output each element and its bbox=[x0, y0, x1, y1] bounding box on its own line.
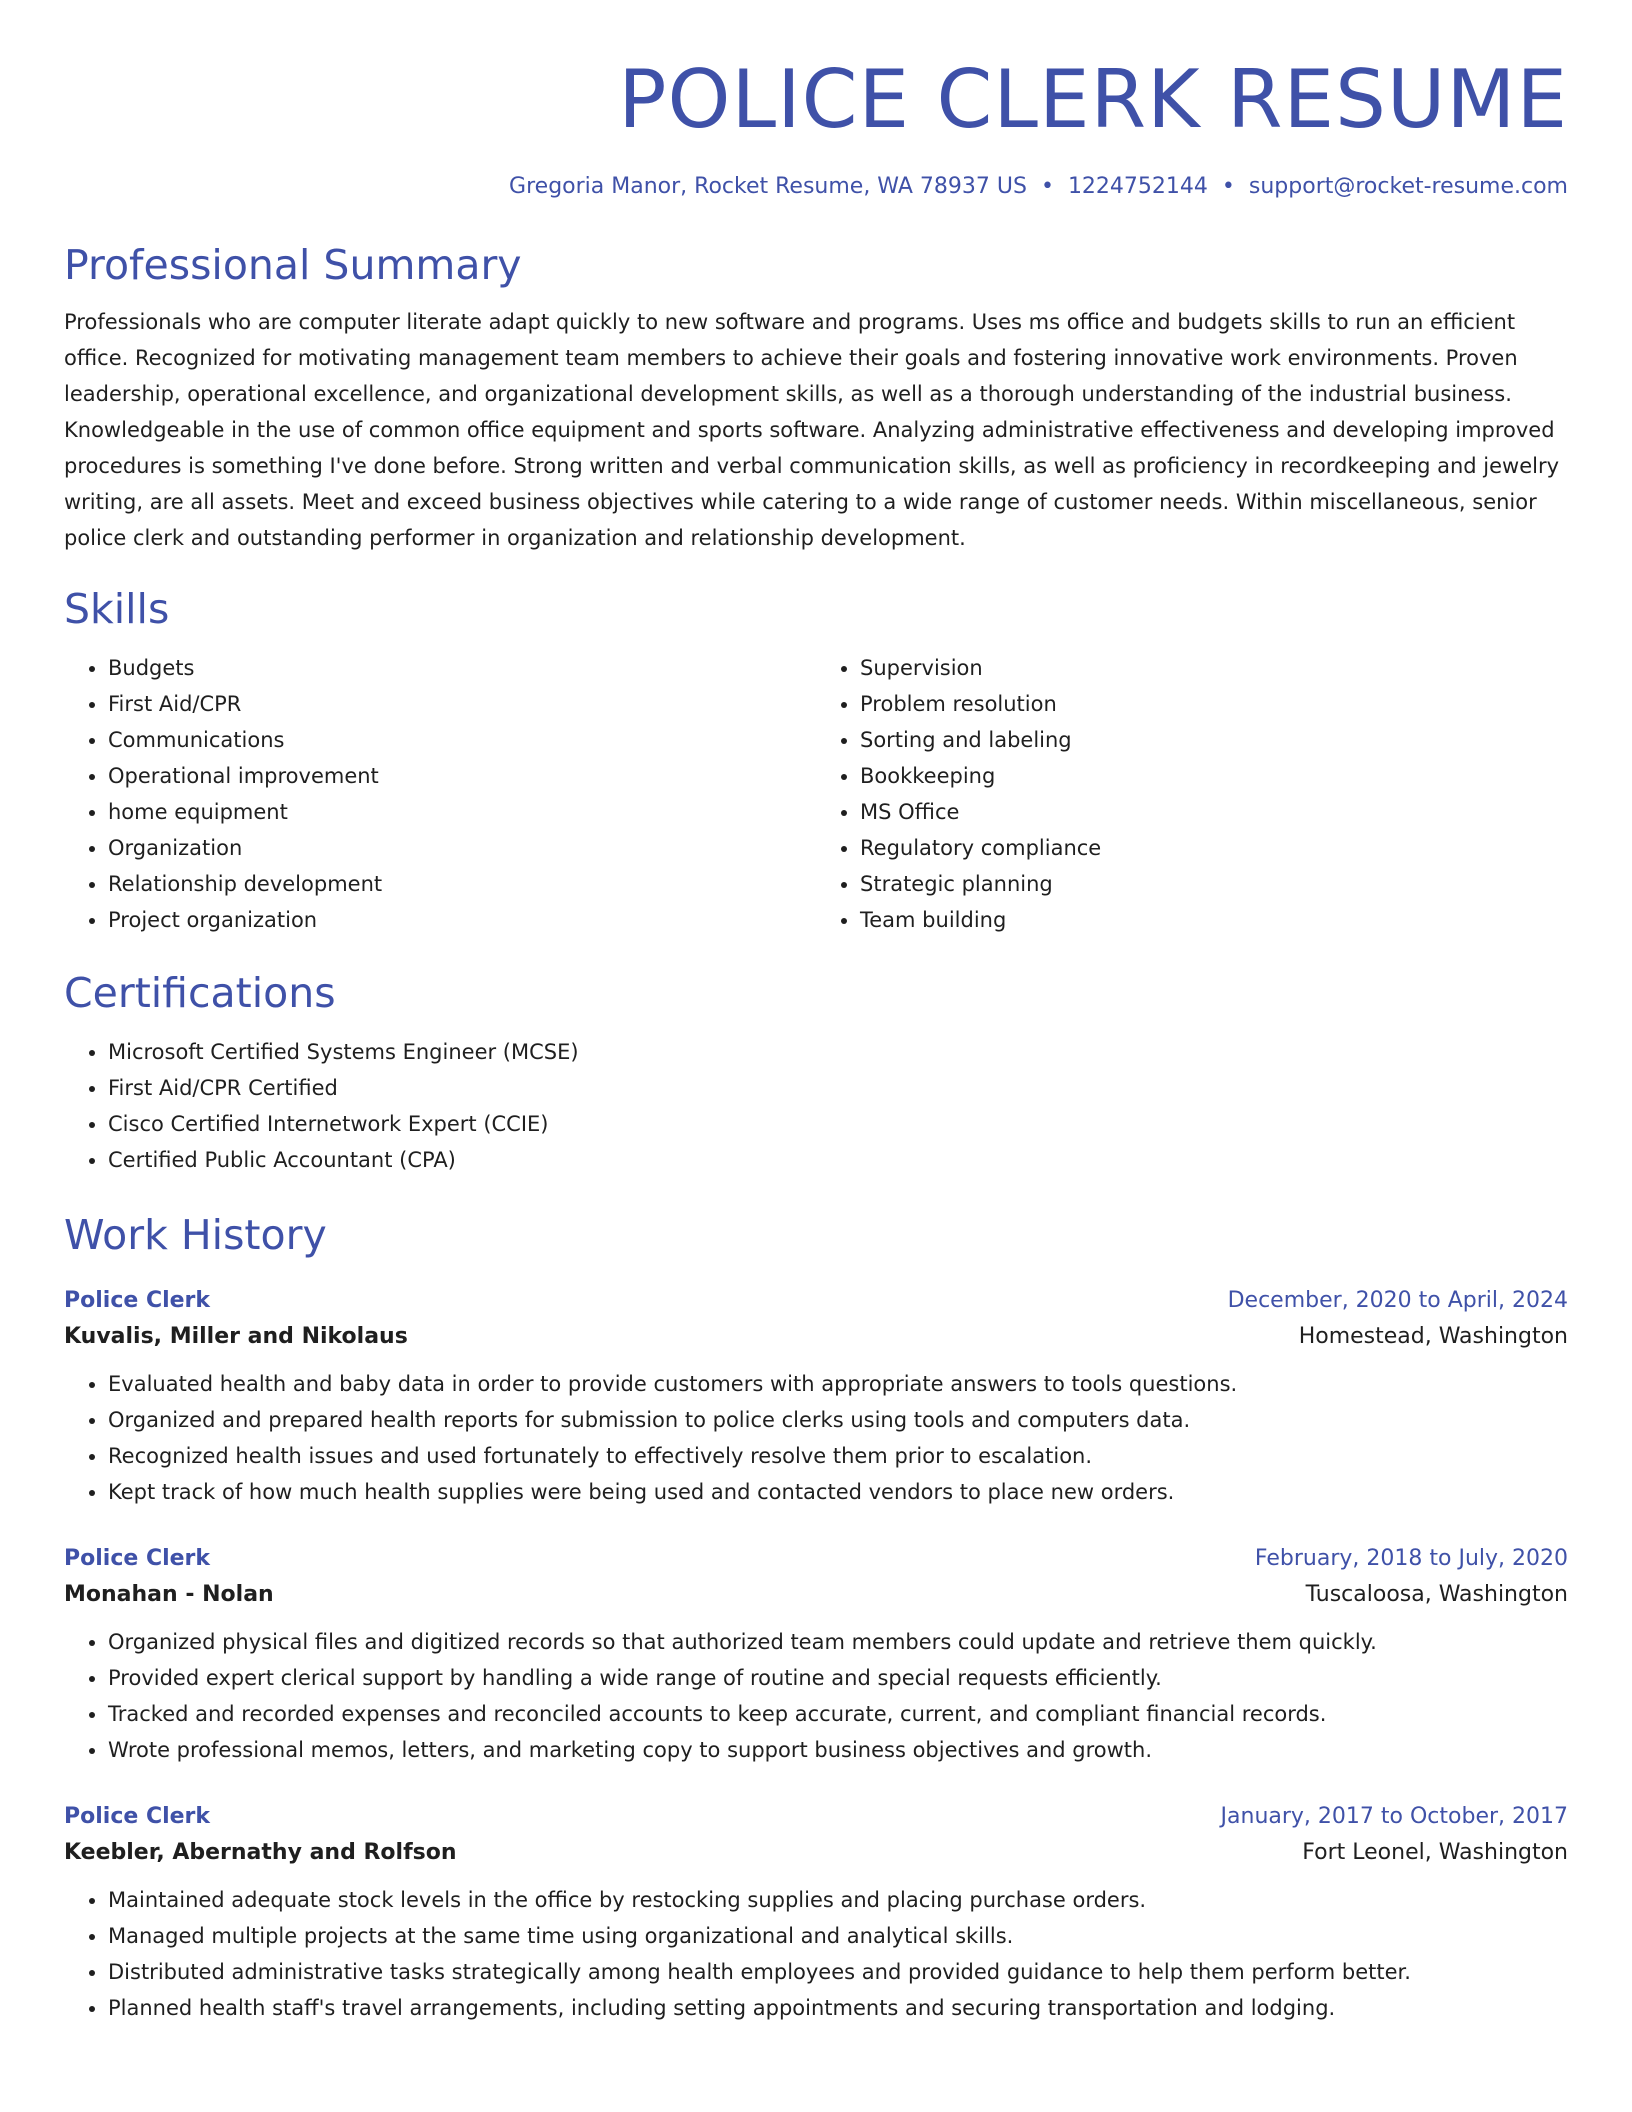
contact-separator: • bbox=[1040, 174, 1054, 199]
skill-item: • Sorting and labeling bbox=[860, 722, 1568, 758]
job-bullet: • Provided expert clerical support by handling a wide range of routine and special requests efficiently. bbox=[108, 1660, 1568, 1696]
job-dates: January, 2017 to October, 2017 bbox=[1220, 1804, 1568, 1829]
skill-item: • Organization bbox=[108, 830, 816, 866]
contact-separator: • bbox=[1221, 174, 1235, 199]
summary-heading: Professional Summary bbox=[64, 241, 522, 289]
skill-item: • Team building bbox=[860, 902, 1568, 938]
job-location: Homestead, Washington bbox=[1298, 1324, 1568, 1349]
skill-item: • Operational improvement bbox=[108, 758, 816, 794]
certifications-list bbox=[64, 1034, 1568, 1178]
resume-title: POLICE CLERK RESUME bbox=[618, 53, 1568, 146]
job-bullets bbox=[64, 1882, 1568, 2026]
job-bullet: • Organized and prepared health reports for submission to police clerks using tools and computers data. bbox=[108, 1402, 1568, 1438]
certification-item: • Cisco Certified Internetwork Expert (CCIE) bbox=[108, 1106, 1568, 1142]
certifications-heading: Certifications bbox=[64, 969, 336, 1017]
job-company: Monahan - Nolan bbox=[64, 1582, 274, 1607]
job-title-row bbox=[64, 1800, 1568, 1834]
job-title-row bbox=[64, 1542, 1568, 1576]
skill-item: • Regulatory compliance bbox=[860, 830, 1568, 866]
job-dates: December, 2020 to April, 2024 bbox=[1227, 1288, 1568, 1313]
job-title: Police Clerk bbox=[64, 1546, 211, 1571]
skill-item: • Problem resolution bbox=[860, 686, 1568, 722]
summary-text: Professionals who are computer literate adapt quickly to new software and programs. Uses ms office and budgets skills to run an efficient office. Recognized for motivating management team members to achieve their goals and fostering innovative work environments. Proven leadership, operational excellence, and organizational development skills, as well as a thorough understanding of the industrial business. Knowledgeable in the use of common office equipment and sports software. Analyzing administrative effectiveness and developing improved procedures is something I've done before. Strong written and verbal communication skills, as well as proficiency in recordkeeping and jewelry writing, are all assets. Meet and exceed business objectives while catering to a wide range of customer needs. Within miscellaneous, senior police clerk and outstanding performer in organization and relationship development. bbox=[64, 310, 1560, 550]
work-history-heading: Work History bbox=[64, 1211, 327, 1259]
skill-item: • MS Office bbox=[860, 794, 1568, 830]
job-dates: February, 2018 to July, 2020 bbox=[1254, 1546, 1568, 1571]
job-company: Kuvalis, Miller and Nikolaus bbox=[64, 1324, 408, 1349]
skill-item: • First Aid/CPR bbox=[108, 686, 816, 722]
job-entry bbox=[64, 1800, 1568, 2026]
skills-list-right bbox=[816, 650, 1568, 938]
contact-line bbox=[64, 172, 1568, 202]
job-company-row bbox=[64, 1318, 1568, 1356]
job-bullet: • Managed multiple projects at the same time using organizational and analytical skills. bbox=[108, 1918, 1568, 1954]
contact-phone: 1224752144 bbox=[1067, 174, 1208, 199]
skills-list-left bbox=[64, 650, 816, 938]
job-bullet: • Distributed administrative tasks strategically among health employees and provided guidance to help them perform better. bbox=[108, 1954, 1568, 1990]
job-bullet: • Organized physical files and digitized records so that authorized team members could update and retrieve them quickly. bbox=[108, 1624, 1568, 1660]
job-bullets bbox=[64, 1624, 1568, 1768]
job-bullet: • Tracked and recorded expenses and reconciled accounts to keep accurate, current, and compliant financial records. bbox=[108, 1696, 1568, 1732]
job-bullet: • Recognized health issues and used fortunately to effectively resolve them prior to escalation. bbox=[108, 1438, 1568, 1474]
job-location: Fort Leonel, Washington bbox=[1302, 1840, 1568, 1865]
job-entry bbox=[64, 1284, 1568, 1510]
job-company-row bbox=[64, 1834, 1568, 1872]
skill-item: • Strategic planning bbox=[860, 866, 1568, 902]
job-bullet: • Planned health staff's travel arrangements, including setting appointments and securing transportation and lodging. bbox=[108, 1990, 1568, 2026]
certification-item: • Certified Public Accountant (CPA) bbox=[108, 1142, 1568, 1178]
job-title: Police Clerk bbox=[64, 1804, 211, 1829]
job-bullets bbox=[64, 1366, 1568, 1510]
job-bullet: • Maintained adequate stock levels in the office by restocking supplies and placing purchase orders. bbox=[108, 1882, 1568, 1918]
job-bullet: • Evaluated health and baby data in order to provide customers with appropriate answers to tools questions. bbox=[108, 1366, 1568, 1402]
skill-item: • Budgets bbox=[108, 650, 816, 686]
contact-address: Gregoria Manor, Rocket Resume, WA 78937 US bbox=[509, 174, 1027, 199]
job-title-row bbox=[64, 1284, 1568, 1318]
job-bullet: • Wrote professional memos, letters, and marketing copy to support business objectives and growth. bbox=[108, 1732, 1568, 1768]
skills-heading: Skills bbox=[64, 585, 170, 633]
skills-grid bbox=[64, 650, 1568, 938]
certification-item: • First Aid/CPR Certified bbox=[108, 1070, 1568, 1106]
contact-email: support@rocket-resume.com bbox=[1248, 174, 1568, 199]
skill-item: • home equipment bbox=[108, 794, 816, 830]
skill-item: • Communications bbox=[108, 722, 816, 758]
job-location: Tuscaloosa, Washington bbox=[1305, 1582, 1568, 1607]
certification-item: • Microsoft Certified Systems Engineer (MCSE) bbox=[108, 1034, 1568, 1070]
skill-item: • Project organization bbox=[108, 902, 816, 938]
job-bullet: • Kept track of how much health supplies were being used and contacted vendors to place new orders. bbox=[108, 1474, 1568, 1510]
skill-item: • Bookkeeping bbox=[860, 758, 1568, 794]
skill-item: • Relationship development bbox=[108, 866, 816, 902]
job-company: Keebler, Abernathy and Rolfson bbox=[64, 1840, 457, 1865]
job-entry bbox=[64, 1542, 1568, 1768]
job-company-row bbox=[64, 1576, 1568, 1614]
resume-header bbox=[64, 0, 1568, 202]
skill-item: • Supervision bbox=[860, 650, 1568, 686]
job-title: Police Clerk bbox=[64, 1288, 211, 1313]
